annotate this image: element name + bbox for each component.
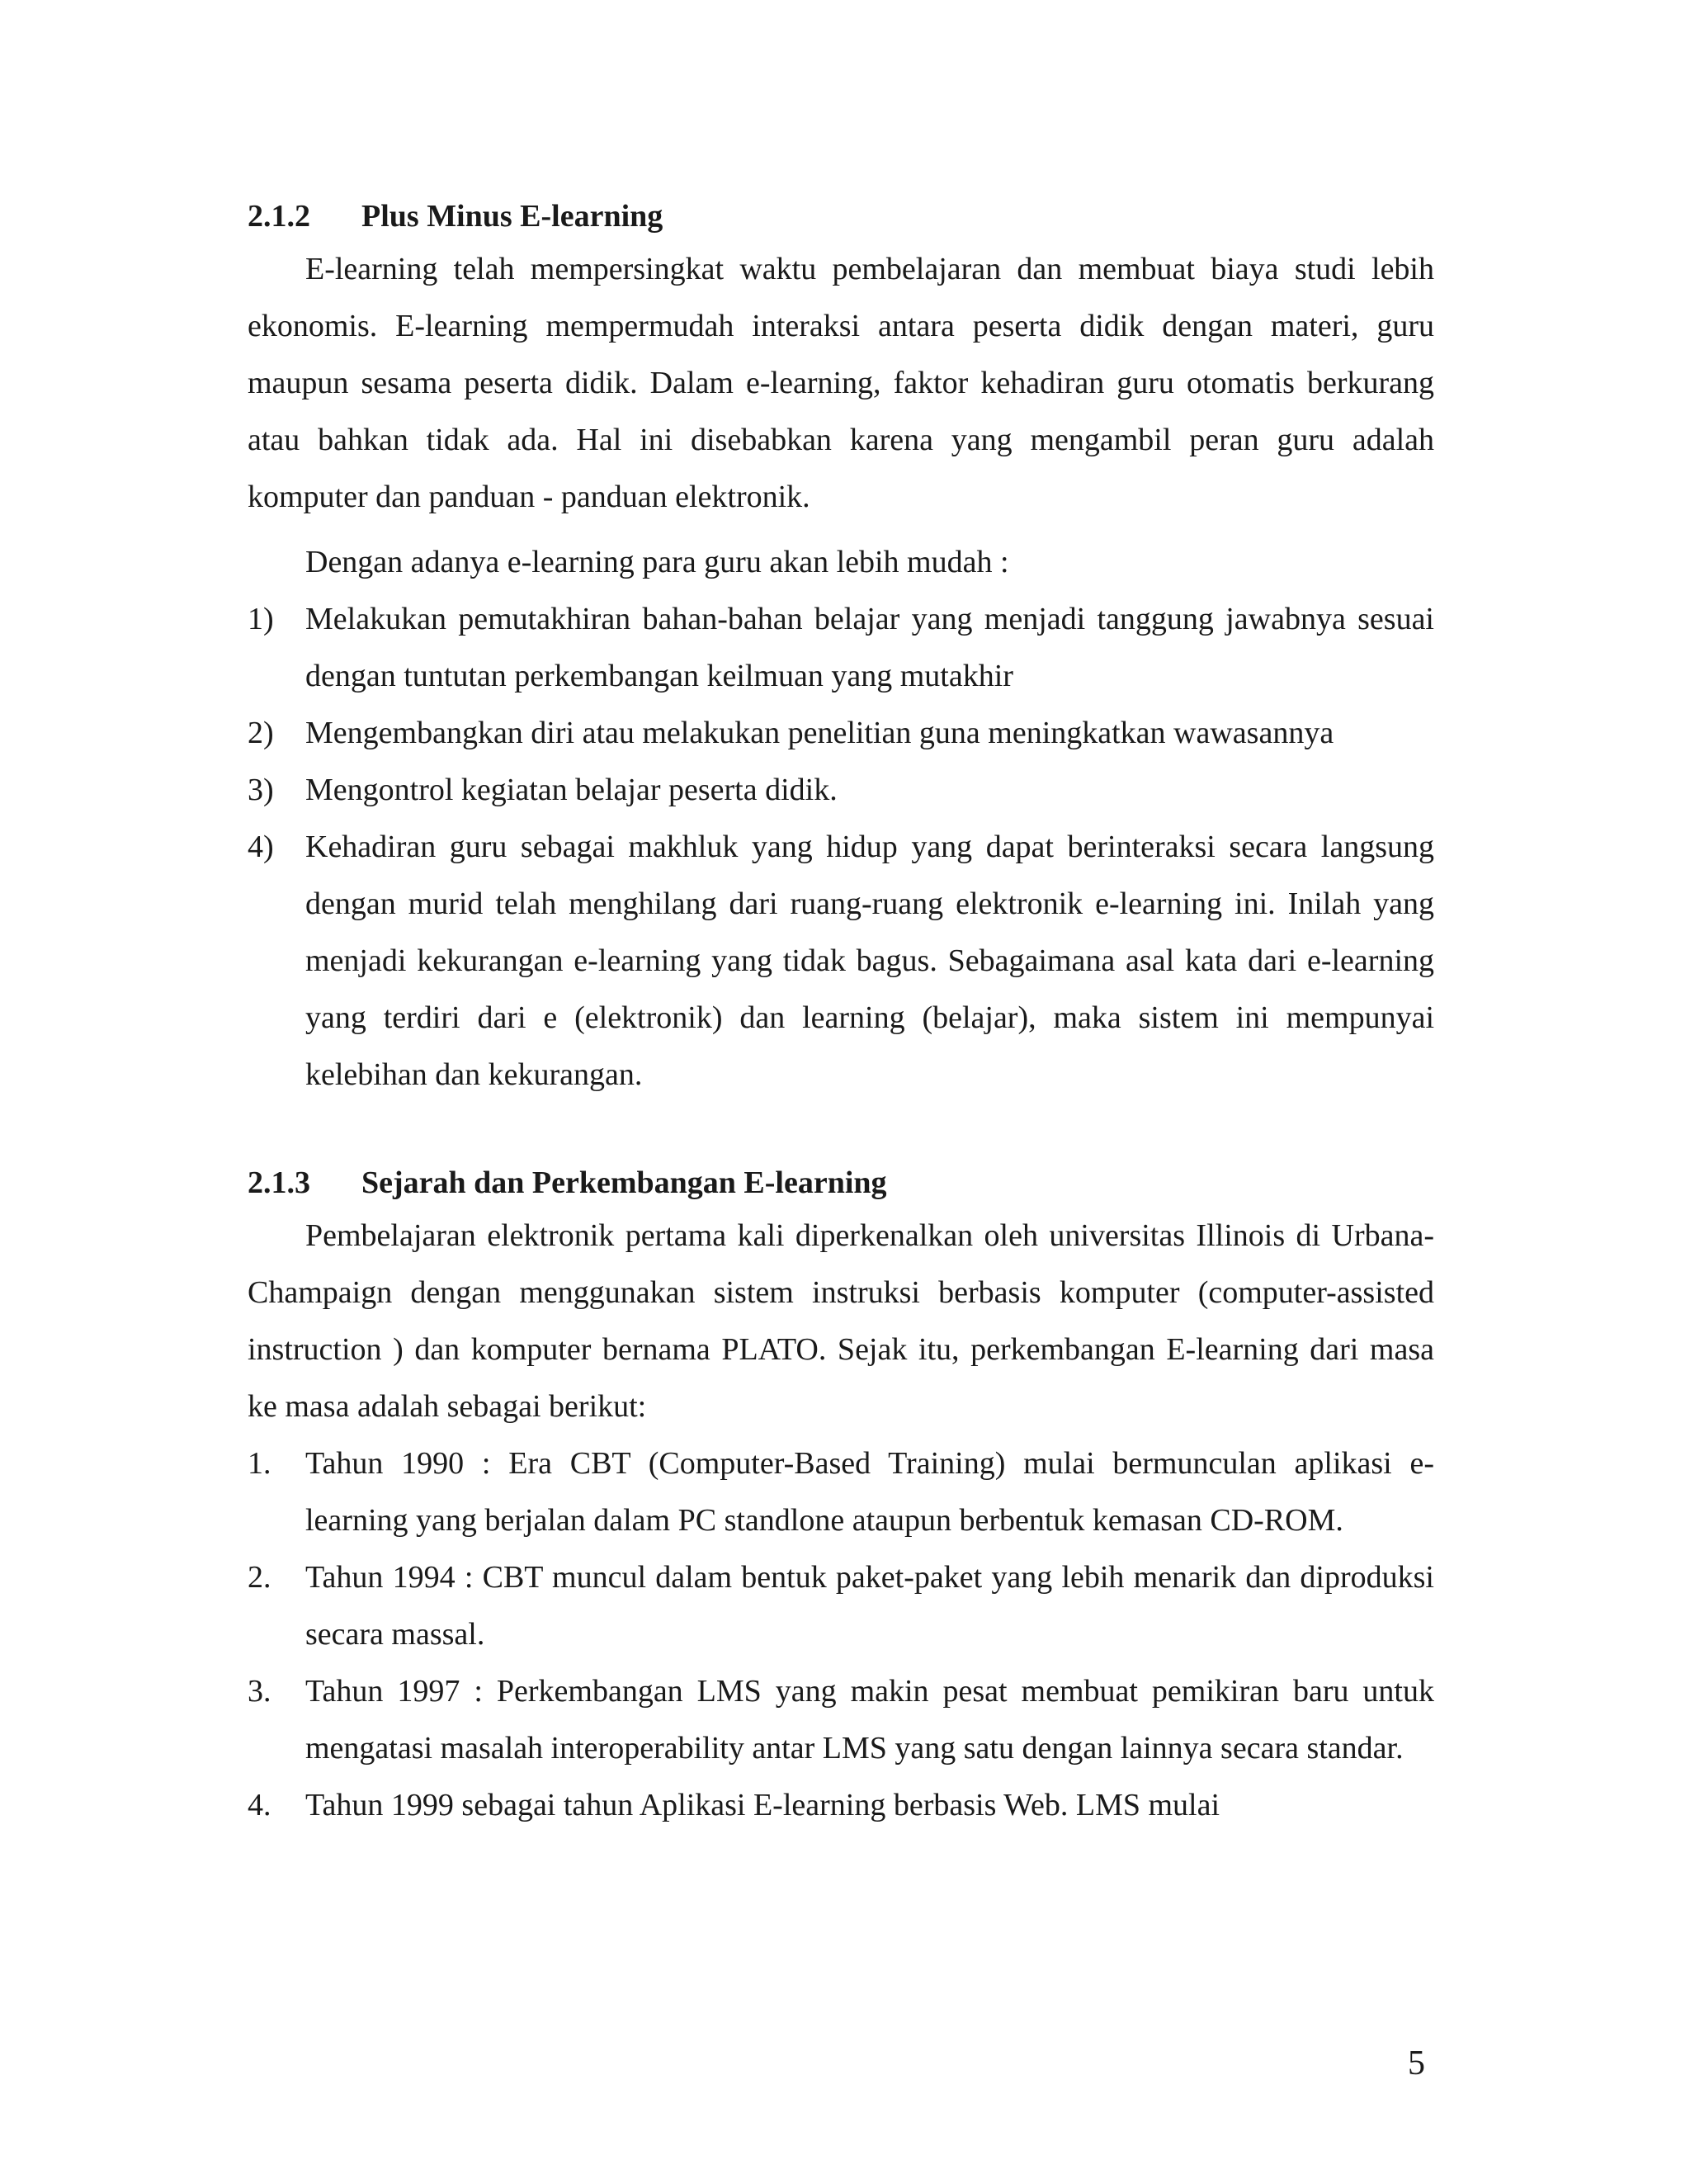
list-item xyxy=(248,762,1434,819)
list-item-text: Melakukan pemutakhiran bahan-bahan belajar yang menjadi tanggung jawabnya sesuai dengan tuntutan perkembangan keilmuan yang mutakhir xyxy=(305,602,1434,693)
list-item xyxy=(248,591,1434,705)
list-item xyxy=(248,1549,1434,1663)
list-item-text: Tahun 1990 : Era CBT (Computer-Based Training) mulai bermunculan aplikasi e-learning yang berjalan dalam PC standlone ataupun berbentuk kemasan CD-ROM. xyxy=(305,1446,1434,1538)
numbered-list xyxy=(248,591,1434,1104)
list-item xyxy=(248,705,1434,762)
section-title: Plus Minus E-learning xyxy=(361,199,663,234)
list-marker: 1. xyxy=(248,1446,271,1481)
list-marker: 4) xyxy=(248,830,274,864)
section-heading-2-1-3 xyxy=(248,1158,1434,1208)
section-heading-2-1-2 xyxy=(248,191,1434,241)
list-marker: 3. xyxy=(248,1674,271,1709)
paragraph: E-learning telah mempersingkat waktu pembelajaran dan membuat biaya studi lebih ekonomis. E-learning mempermudah interaksi antara peserta didik dengan materi, guru maupun sesama peserta didik. Dalam e-learning, faktor kehadiran guru otomatis berkurang atau bahkan tidak ada. Hal ini disebabkan karena yang mengambil peran guru adalah komputer dan panduan - panduan elektronik. xyxy=(248,252,1434,514)
list-item xyxy=(248,1435,1434,1549)
list-marker: 2. xyxy=(248,1560,271,1595)
paragraph: Dengan adanya e-learning para guru akan lebih mudah : xyxy=(305,545,1009,579)
list-marker: 3) xyxy=(248,773,274,807)
list-marker: 2) xyxy=(248,716,274,750)
list-marker: 4. xyxy=(248,1788,271,1822)
list-item xyxy=(248,1777,1434,1834)
list-item-text: Kehadiran guru sebagai makhluk yang hidup yang dapat berinteraksi secara langsung dengan murid telah menghilang dari ruang-ruang elektronik e-learning ini. Inilah yang menjadi kekurangan e-learning yang tidak bagus. Sebagaimana asal kata dari e-learning yang terdiri dari e (elektronik) dan learning (belajar), maka sistem ini mempunyai kelebihan dan kekurangan. xyxy=(305,830,1434,1092)
list-item-text: Mengontrol kegiatan belajar peserta didik. xyxy=(305,773,838,807)
list-item xyxy=(248,1663,1434,1777)
numbered-list xyxy=(248,1435,1434,1834)
section-title: Sejarah dan Perkembangan E-learning xyxy=(361,1165,887,1200)
page-number: 5 xyxy=(1408,2045,1425,2082)
list-item-text: Tahun 1997 : Perkembangan LMS yang makin pesat membuat pemikiran baru untuk mengatasi masalah interoperability antar LMS yang satu dengan lainnya secara standar. xyxy=(305,1674,1434,1766)
section-number: 2.1.3 xyxy=(248,1165,310,1200)
list-item xyxy=(248,819,1434,1104)
page-content xyxy=(248,191,1434,1834)
paragraph: Pembelajaran elektronik pertama kali diperkenalkan oleh universitas Illinois di Urbana-Champaign dengan menggunakan sistem instruksi berbasis komputer (computer-assisted instruction ) dan komputer bernama PLATO. Sejak itu, perkembangan E-learning dari masa ke masa adalah sebagai berikut: xyxy=(248,1218,1434,1424)
list-marker: 1) xyxy=(248,602,274,636)
list-item-text: Tahun 1994 : CBT muncul dalam bentuk paket-paket yang lebih menarik dan diproduksi secara massal. xyxy=(305,1560,1434,1652)
list-item-text: Mengembangkan diri atau melakukan penelitian guna meningkatkan wawasannya xyxy=(305,716,1334,750)
section-number: 2.1.2 xyxy=(248,199,310,234)
list-item-text: Tahun 1999 sebagai tahun Aplikasi E-learning berbasis Web. LMS mulai xyxy=(305,1788,1220,1822)
